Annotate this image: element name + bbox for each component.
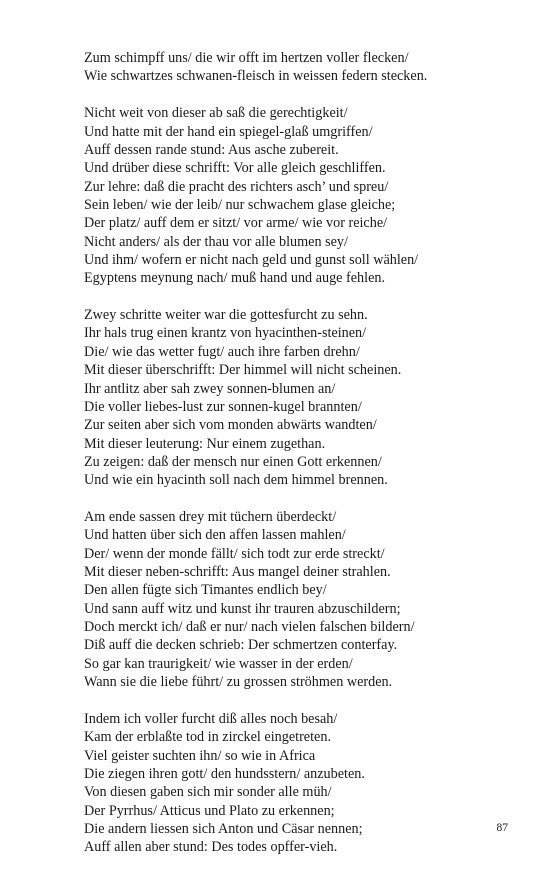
verse-line: Ihr hals trug einen krantz von hyacinthen-steinen/ bbox=[84, 325, 367, 342]
verse-line: Mit dieser neben-schrifft: Aus mangel deiner strahlen. bbox=[84, 564, 391, 581]
verse-line: Die ziegen ihren gott/ den hundsstern/ anzubeten. bbox=[84, 766, 365, 783]
verse-line: Nicht weit von dieser ab saß die gerechtigkeit/ bbox=[84, 105, 348, 122]
verse-line: Und sann auff witz und kunst ihr trauren abzuschildern; bbox=[84, 600, 401, 617]
verse-line: Diß auff die decken schrieb: Der schmertzen conterfay. bbox=[84, 637, 398, 654]
verse-line: Am ende sassen drey mit tüchern überdeckt/ bbox=[84, 509, 337, 526]
verse-line: Und drüber diese schrifft: Vor alle gleich geschliffen. bbox=[84, 160, 386, 177]
verse-line: Mit dieser leuterung: Nur einem zugethan. bbox=[84, 435, 326, 452]
verse-line: Die/ wie das wetter fugt/ auch ihre farben drehn/ bbox=[84, 343, 360, 360]
verse-line: Mit dieser überschrifft: Der himmel will nicht scheinen. bbox=[84, 362, 402, 379]
verse-line: Die andern liessen sich Anton und Cäsar nennen; bbox=[84, 821, 363, 838]
verse-line: Zur seiten aber sich vom monden abwärts wandten/ bbox=[84, 417, 377, 434]
verse-line: Auff dessen rande stund: Aus asche zubereit. bbox=[84, 141, 339, 158]
verse-line: Und hatten über sich den affen lassen mahlen/ bbox=[84, 527, 346, 544]
stanza bbox=[84, 306, 524, 489]
verse-line: Die voller liebes-lust zur sonnen-kugel brannten/ bbox=[84, 398, 362, 415]
page-number: 87 bbox=[496, 822, 508, 834]
verse-line: Zwey schritte weiter war die gottesfurcht zu sehn. bbox=[84, 307, 368, 324]
verse-line: Und hatte mit der hand ein spiegel-glaß umgriffen/ bbox=[84, 123, 373, 140]
poem-body bbox=[84, 49, 524, 875]
verse-line: Zur lehre: daß die pracht des richters asch’ und spreu/ bbox=[84, 178, 389, 195]
verse-line: So gar kan traurigkeit/ wie wasser in der erden/ bbox=[84, 655, 353, 672]
verse-line: Der Pyrrhus/ Atticus und Plato zu erkennen; bbox=[84, 802, 335, 819]
verse-line: Doch merckt ich/ daß er nur/ nach vielen falschen bildern/ bbox=[84, 619, 415, 636]
stanza bbox=[84, 508, 524, 691]
verse-line: Kam der erblaßte tod in zirckel eingetreten. bbox=[84, 729, 331, 746]
verse-line: Der/ wenn der monde fällt/ sich todt zur erde streckt/ bbox=[84, 545, 385, 562]
verse-line: Auff allen aber stund: Des todes opffer-vieh. bbox=[84, 839, 338, 856]
verse-line: Und ihm/ wofern er nicht nach geld und gunst soll wählen/ bbox=[84, 251, 419, 268]
verse-line: Von diesen gaben sich mir sonder alle müh/ bbox=[84, 784, 332, 801]
verse-line: Zum schimpff uns/ die wir offt im hertzen voller flecken/ bbox=[84, 50, 409, 66]
verse-line: Der platz/ auff dem er sitzt/ vor arme/ wie vor reiche/ bbox=[84, 215, 388, 232]
verse-line: Egyptens meynung nach/ muß hand und auge fehlen. bbox=[84, 270, 386, 287]
verse-line: Und wie ein hyacinth soll nach dem himmel brennen. bbox=[84, 472, 388, 489]
stanza bbox=[84, 49, 524, 86]
verse-line: Wie schwartzes schwanen-fleisch in weissen federn stecken. bbox=[84, 68, 428, 85]
verse-line: Zu zeigen: daß der mensch nur einen Gott erkennen/ bbox=[84, 453, 382, 470]
verse-line: Ihr antlitz aber sah zwey sonnen-blumen an/ bbox=[84, 380, 336, 397]
verse-line: Sein leben/ wie der leib/ nur schwachem glase gleiche; bbox=[84, 196, 396, 213]
verse-line: Den allen fügte sich Timantes endlich bey/ bbox=[84, 582, 327, 599]
verse-line: Viel geister suchten ihn/ so wie in Africa bbox=[84, 747, 316, 764]
stanza bbox=[84, 104, 524, 287]
verse-line: Nicht anders/ als der thau vor alle blumen sey/ bbox=[84, 233, 348, 250]
stanza bbox=[84, 710, 524, 857]
verse-line: Wann sie die liebe führt/ zu grossen ströhmen werden. bbox=[84, 674, 393, 691]
verse-line: Indem ich voller furcht diß alles noch besah/ bbox=[84, 711, 338, 727]
